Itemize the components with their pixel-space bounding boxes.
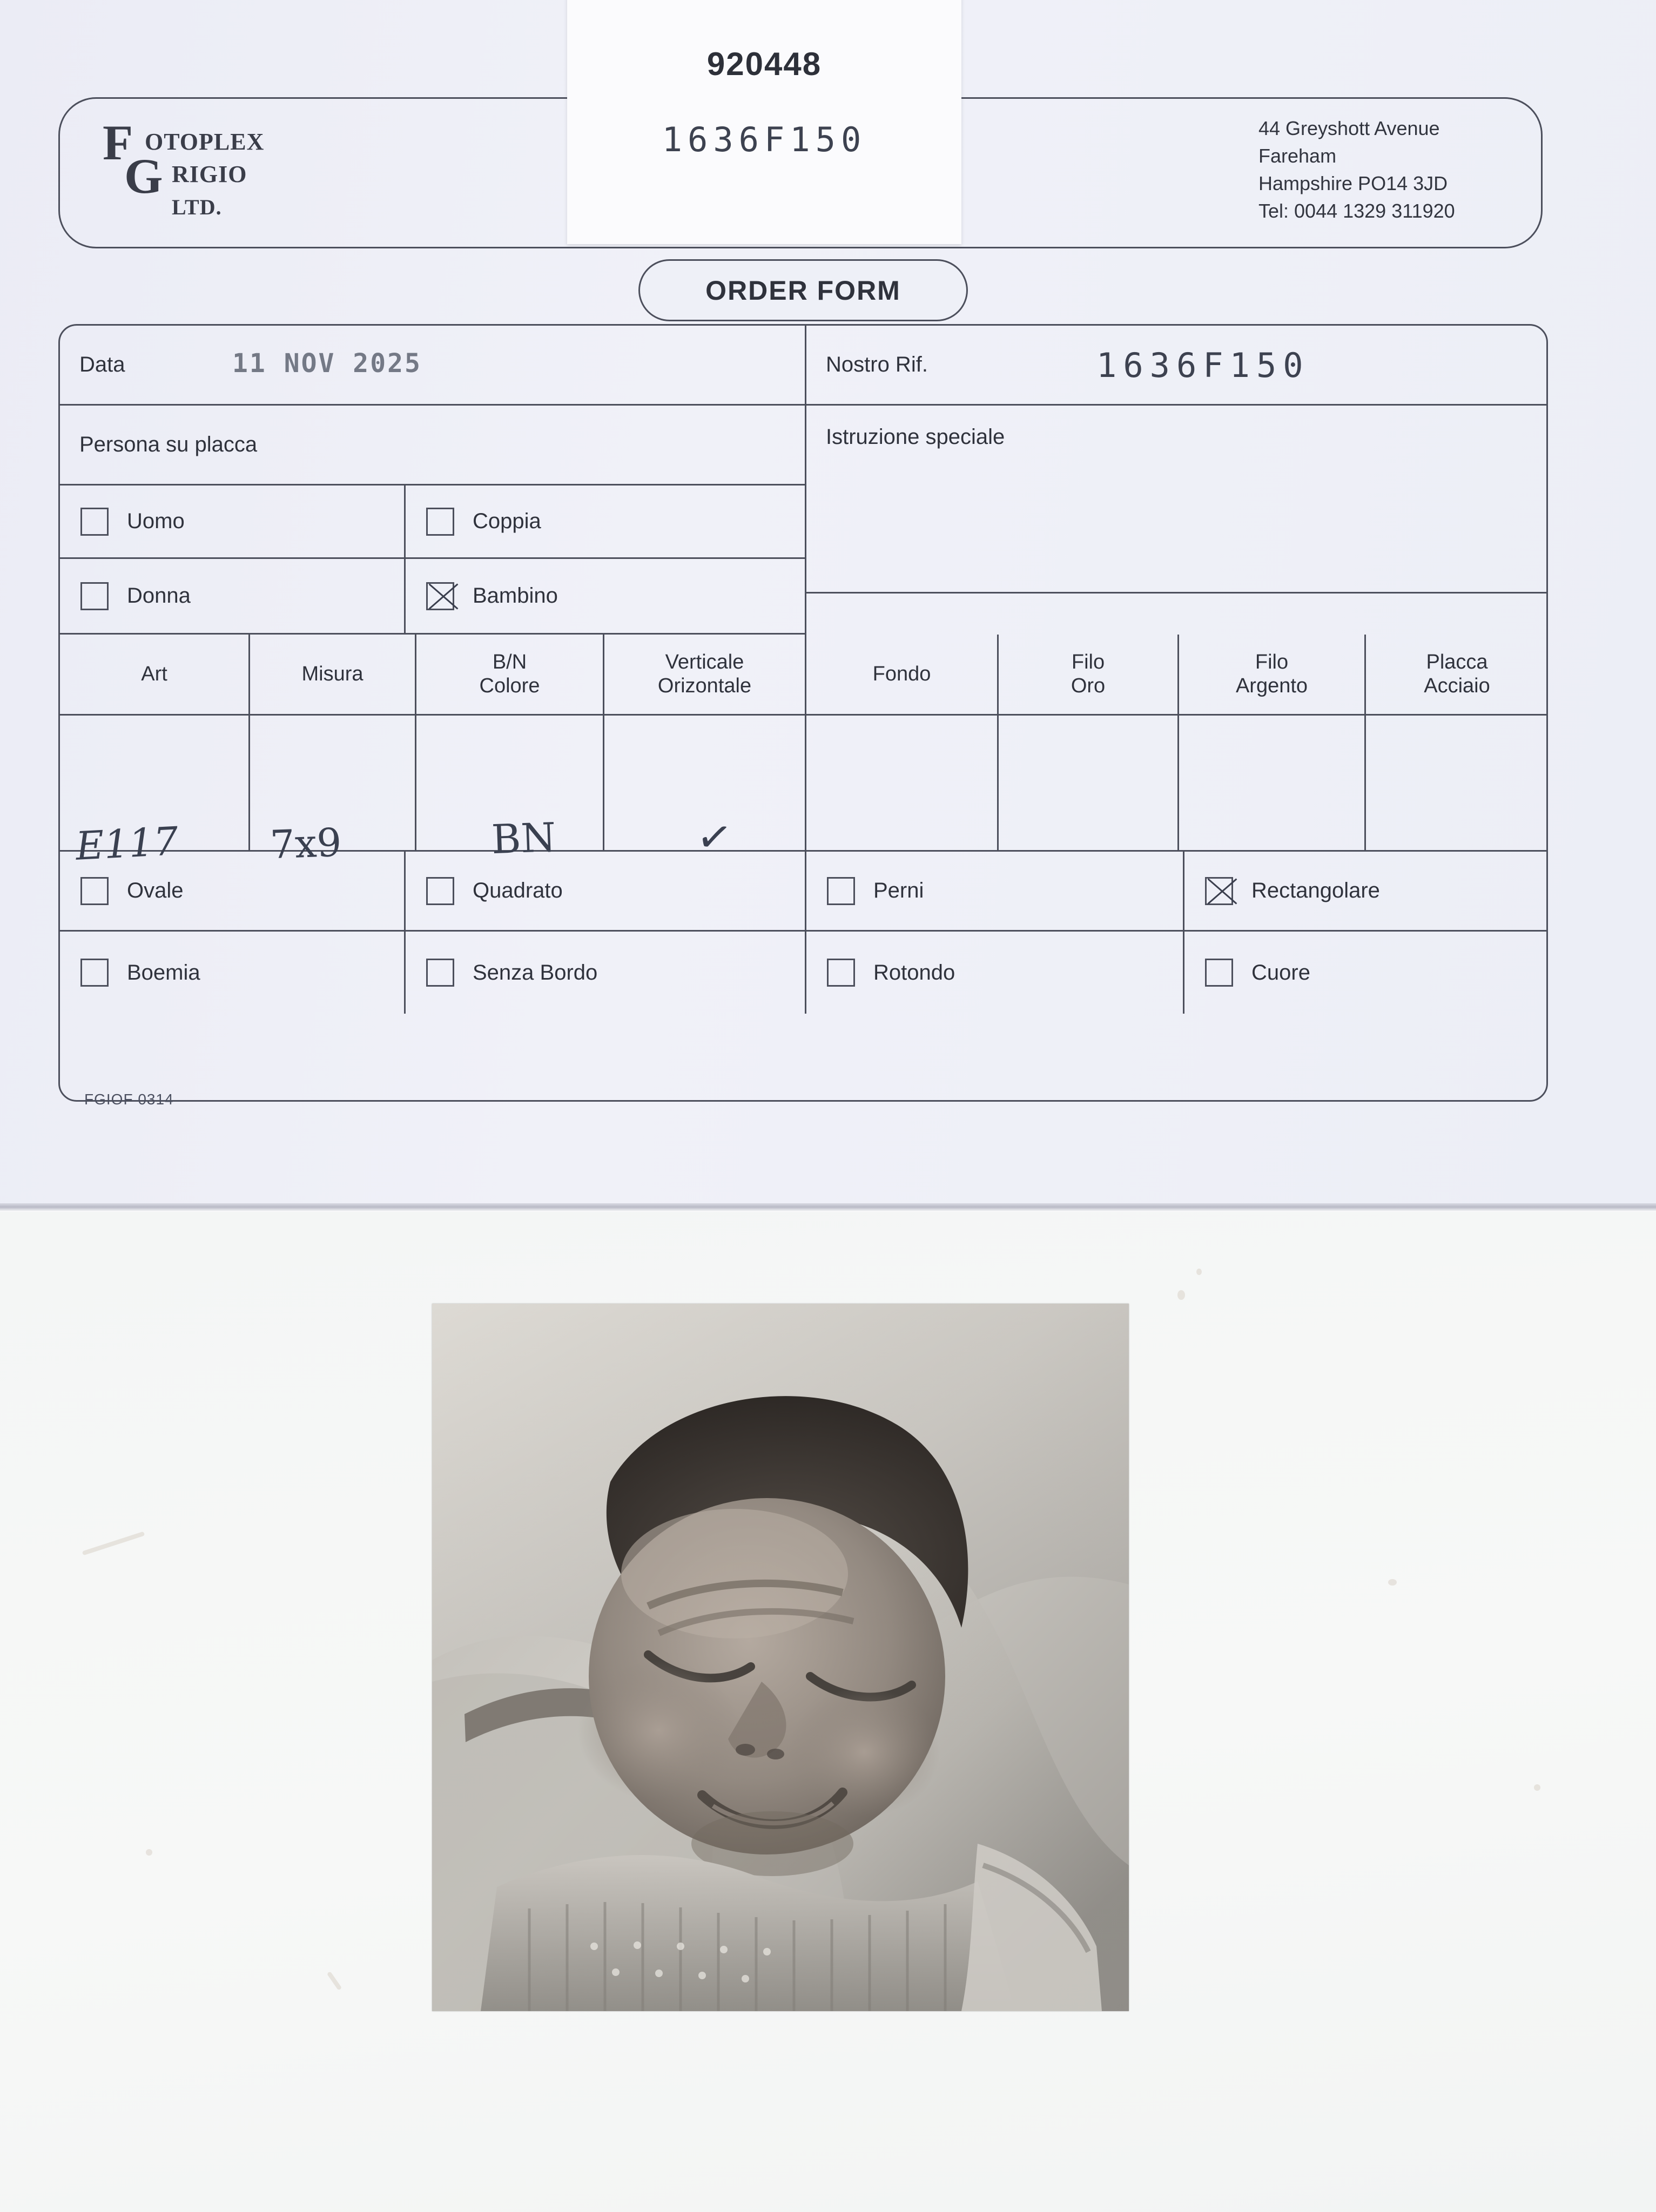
col-head-fondo: [806, 635, 999, 716]
checkbox-label-senza-bordo: Senza Bordo: [473, 960, 598, 984]
job-reference: 1636F150: [662, 120, 867, 159]
checkbox-box-quadrato[interactable]: [426, 877, 454, 905]
col-head-misura-line1: Misura: [301, 662, 363, 685]
checkbox-box-donna[interactable]: [80, 582, 109, 610]
reference-value: 1636F150: [1096, 346, 1310, 385]
col-head-vert-line1: Verticale: [665, 650, 744, 673]
company-logo: [103, 116, 405, 230]
col-head-bn-line2: Colore: [479, 674, 540, 697]
field-person: [60, 406, 806, 485]
checkbox-boemia[interactable]: [60, 932, 406, 1014]
checkbox-label-boemia: Boemia: [127, 960, 200, 984]
col-head-argento-line1: Filo: [1255, 650, 1289, 673]
field-date: [60, 326, 806, 406]
col-head-placca-line1: Placca: [1426, 650, 1488, 673]
dust-speck: [1388, 1579, 1397, 1586]
person-label: Persona su placca: [79, 433, 258, 456]
checkbox-rectangolare[interactable]: [1184, 852, 1548, 932]
dust-speck: [1534, 1784, 1540, 1791]
checkbox-label-rotondo: Rotondo: [873, 960, 955, 984]
field-special-instruction: [806, 406, 1548, 468]
date-label: Data: [79, 353, 125, 376]
value-filo-argento[interactable]: [1179, 716, 1366, 852]
checkbox-label-bambino: Bambino: [473, 584, 558, 608]
checkbox-label-cuore: Cuore: [1251, 960, 1310, 984]
dust-speck: [1196, 1269, 1202, 1275]
col-head-placca-acciaio: [1366, 635, 1548, 716]
photo-area: [0, 1212, 1656, 2212]
photograph-baby: [432, 1304, 1129, 2011]
checkbox-label-quadrato: Quadrato: [473, 879, 563, 902]
form-code: FGIOF 0314: [84, 1091, 174, 1108]
taped-job-slip: [567, 0, 961, 244]
page-title: ORDER FORM: [638, 259, 968, 321]
logo-line-3: LTD.: [172, 195, 222, 219]
col-head-placca-line2: Acciaio: [1424, 674, 1490, 697]
handwritten-art: E117: [74, 818, 180, 869]
checkbox-box-uomo[interactable]: [80, 508, 109, 536]
value-fondo[interactable]: [806, 716, 999, 852]
col-head-vert-line2: Orizontale: [657, 674, 752, 697]
col-head-art: [60, 635, 250, 716]
date-stamp-value: 11 NOV 2025: [232, 348, 422, 379]
checkbox-label-perni: Perni: [873, 879, 924, 902]
sheet-bottom-edge: [0, 1203, 1656, 1212]
handwritten-misura: 7x9: [269, 819, 342, 868]
checkbox-box-rotondo[interactable]: [827, 959, 855, 987]
logo-letter-g: G: [124, 149, 163, 204]
address-line-1: 44 Greyshott Avenue: [1258, 117, 1440, 139]
col-head-oro-line2: Oro: [1071, 674, 1106, 697]
company-address: [1258, 114, 1455, 225]
logo-letter-f: F: [103, 115, 133, 170]
checkbox-box-rectangolare[interactable]: [1205, 877, 1233, 905]
checkbox-box-boemia[interactable]: [80, 959, 109, 987]
scratch-mark: [327, 1971, 342, 1991]
checkbox-rotondo[interactable]: [806, 932, 1184, 1014]
col-head-fondo-line1: Fondo: [872, 662, 931, 685]
address-line-3: Hampshire PO14 3JD: [1258, 172, 1448, 195]
checkbox-senza-bordo[interactable]: [406, 932, 806, 1014]
col-head-bn-colore: [416, 635, 604, 716]
checkbox-donna[interactable]: [60, 559, 406, 635]
job-number: 920448: [706, 46, 822, 82]
checkbox-perni[interactable]: [806, 852, 1184, 932]
special-instruction-value[interactable]: [806, 468, 1548, 594]
dust-speck: [1177, 1290, 1185, 1300]
checkbox-box-cuore[interactable]: [1205, 959, 1233, 987]
col-head-filo-argento: [1179, 635, 1366, 716]
checkbox-box-perni[interactable]: [827, 877, 855, 905]
logo-line-1: OTOPLEX: [145, 129, 265, 155]
order-table: [58, 324, 1548, 1102]
checkbox-bambino[interactable]: [406, 559, 806, 635]
col-head-argento-line2: Argento: [1235, 674, 1308, 697]
checkbox-uomo[interactable]: [60, 485, 406, 559]
checkbox-coppia[interactable]: [406, 485, 806, 559]
col-head-oro-line1: Filo: [1071, 650, 1105, 673]
value-placca-acciaio[interactable]: [1366, 716, 1548, 852]
address-line-4: Tel: 0044 1329 311920: [1258, 200, 1455, 222]
handwritten-bn-colore: BN: [490, 814, 557, 864]
checkbox-quadrato[interactable]: [406, 852, 806, 932]
col-head-verticale-orizontale: [604, 635, 806, 716]
ref-label: Nostro Rif.: [826, 353, 928, 376]
value-filo-oro[interactable]: [999, 716, 1179, 852]
checkbox-cuore[interactable]: [1184, 932, 1548, 1014]
dust-speck: [146, 1849, 152, 1856]
checkbox-label-coppia: Coppia: [473, 509, 541, 533]
checkbox-label-donna: Donna: [127, 584, 191, 608]
col-head-filo-oro: [999, 635, 1179, 716]
checkbox-label-ovale: Ovale: [127, 879, 184, 902]
logo-line-2: RIGIO: [172, 161, 247, 187]
handwritten-orientation-tick: ✓: [694, 811, 736, 864]
scratch-mark: [82, 1532, 145, 1556]
special-label: Istruzione speciale: [826, 424, 1005, 449]
checkbox-label-uomo: Uomo: [127, 509, 185, 533]
col-head-misura: [250, 635, 416, 716]
checkbox-label-rectangolare: Rectangolare: [1251, 879, 1380, 902]
checkbox-box-coppia[interactable]: [426, 508, 454, 536]
checkbox-box-bambino[interactable]: [426, 582, 454, 610]
address-line-2: Fareham: [1258, 145, 1337, 167]
col-head-art-line1: Art: [141, 662, 167, 685]
col-head-bn-line1: B/N: [492, 650, 527, 673]
checkbox-box-senza-bordo[interactable]: [426, 959, 454, 987]
checkbox-box-ovale[interactable]: [80, 877, 109, 905]
